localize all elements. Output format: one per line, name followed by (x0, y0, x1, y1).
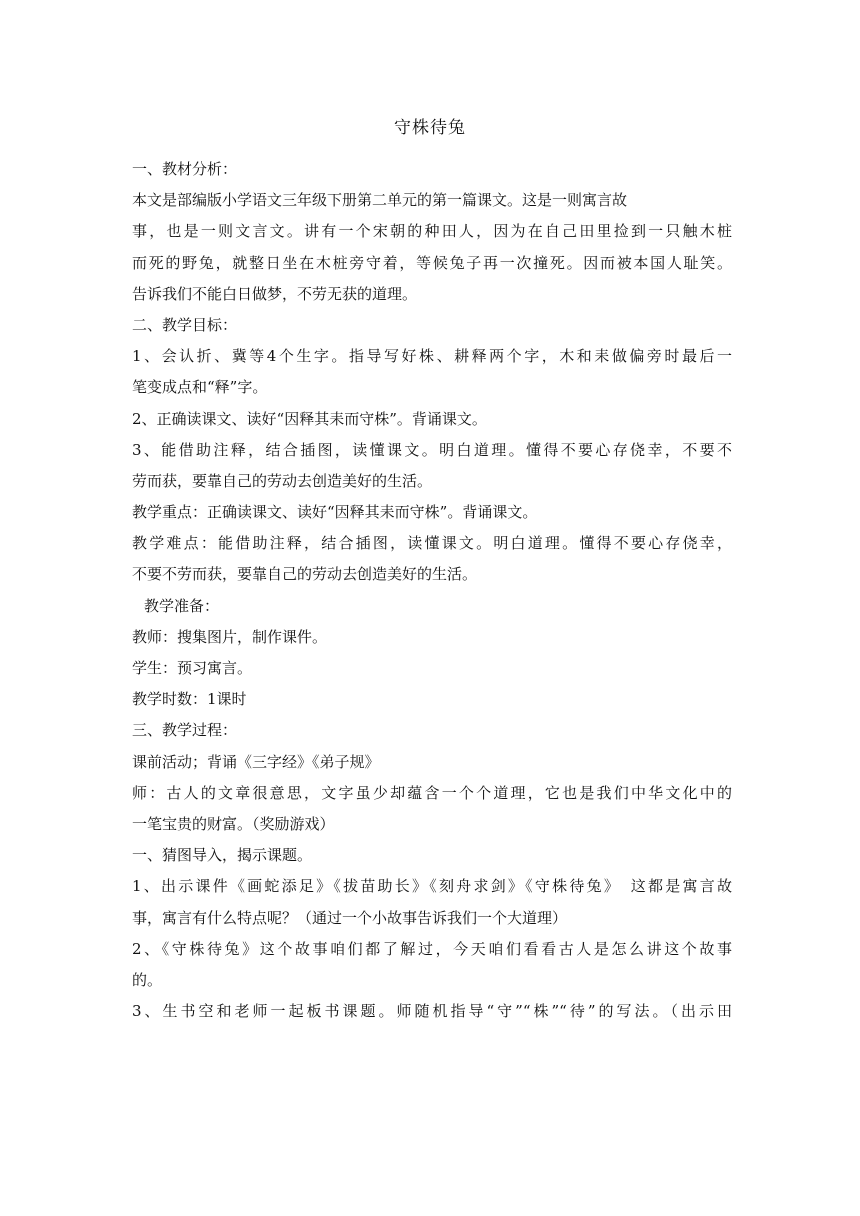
paragraph-line: 3、生书空和老师一起板书课题。师随机指导“守”“株”“待”的写法。（出示田 (132, 1002, 732, 1021)
section-heading: 二、教学目标： (132, 315, 238, 334)
paragraph-line: 事，也是一则文言文。讲有一个宋朝的种田人，因为在自己田里捡到一只触木桩 (132, 222, 732, 241)
paragraph-line: 学生：预习寓言。 (132, 659, 253, 677)
paragraph-line: 告诉我们不能白日做梦，不劳无获的道理。 (132, 284, 418, 303)
paragraph-line: 不要不劳而获，要靠自己的劳动去创造美好的生活。 (132, 565, 478, 584)
paragraph-line: 本文是部编版小学语文三年级下册第二单元的第一篇课文。这是一则寓言故 (132, 191, 628, 210)
paragraph-line: 教学重点：正确读课文、读好“因释其耒而守株”。背诵课文。 (132, 503, 538, 522)
paragraph-line: 课前活动；背诵《三字经》《弟子规》 (132, 752, 380, 771)
paragraph-line: 一笔宝贵的财富。（奖励游戏） (132, 814, 335, 833)
paragraph-line: 而死的野兔，就整日坐在木桩旁守着，等候兔子再一次撞死。因而被本国人耻笑。 (132, 253, 732, 272)
paragraph-line: 笔变成点和“释”字。 (132, 378, 268, 397)
section-heading: 一、猜图导入，揭示课题。 (132, 846, 313, 865)
paragraph-line: 的。 (132, 970, 163, 989)
paragraph-line: 师：古人的文章很意思，文字虽少却蕴含一个个道理，它也是我们中华文化中的 (132, 783, 732, 802)
section-heading: 三、教学过程： (132, 721, 238, 740)
paragraph-line: 教学时数：1课时 (132, 690, 247, 709)
paragraph-line: 3、能借助注释，结合插图，读懂课文。明白道理。懂得不要心存侥幸，不要不 (132, 440, 732, 459)
document-body (132, 154, 732, 1027)
paragraph-line: 劳而获，要靠自己的劳动去创造美好的生活。 (132, 471, 433, 490)
paragraph-line: 2、正确读课文、读好“因释其耒而守株”。背诵课文。 (132, 409, 487, 428)
paragraph-line: 1、会认折、冀等4个生字。指导写好株、耕释两个字，木和耒做偏旁时最后一 (132, 347, 732, 366)
paragraph-line: 事，寓言有什么特点呢？（通过一个小故事告诉我们一个大道理） (132, 908, 568, 927)
section-heading: 一、教材分析： (132, 160, 238, 178)
paragraph-line: 教学难点：能借助注释，结合插图，读懂课文。明白道理。懂得不要心存侥幸， (132, 534, 732, 553)
paragraph-line: 1、出示课件《画蛇添足》《拔苗助长》《刻舟求剑》《守株待兔》 这都是寓言故 (132, 877, 732, 896)
paragraph-line: 2、《守株待兔》这个故事咱们都了解过，今天咱们看看古人是怎么讲这个故事 (132, 939, 732, 958)
document-title: 守株待兔 (394, 118, 466, 138)
section-heading: 教学准备： (144, 596, 220, 615)
paragraph-line: 教师：搜集图片，制作课件。 (132, 627, 328, 646)
